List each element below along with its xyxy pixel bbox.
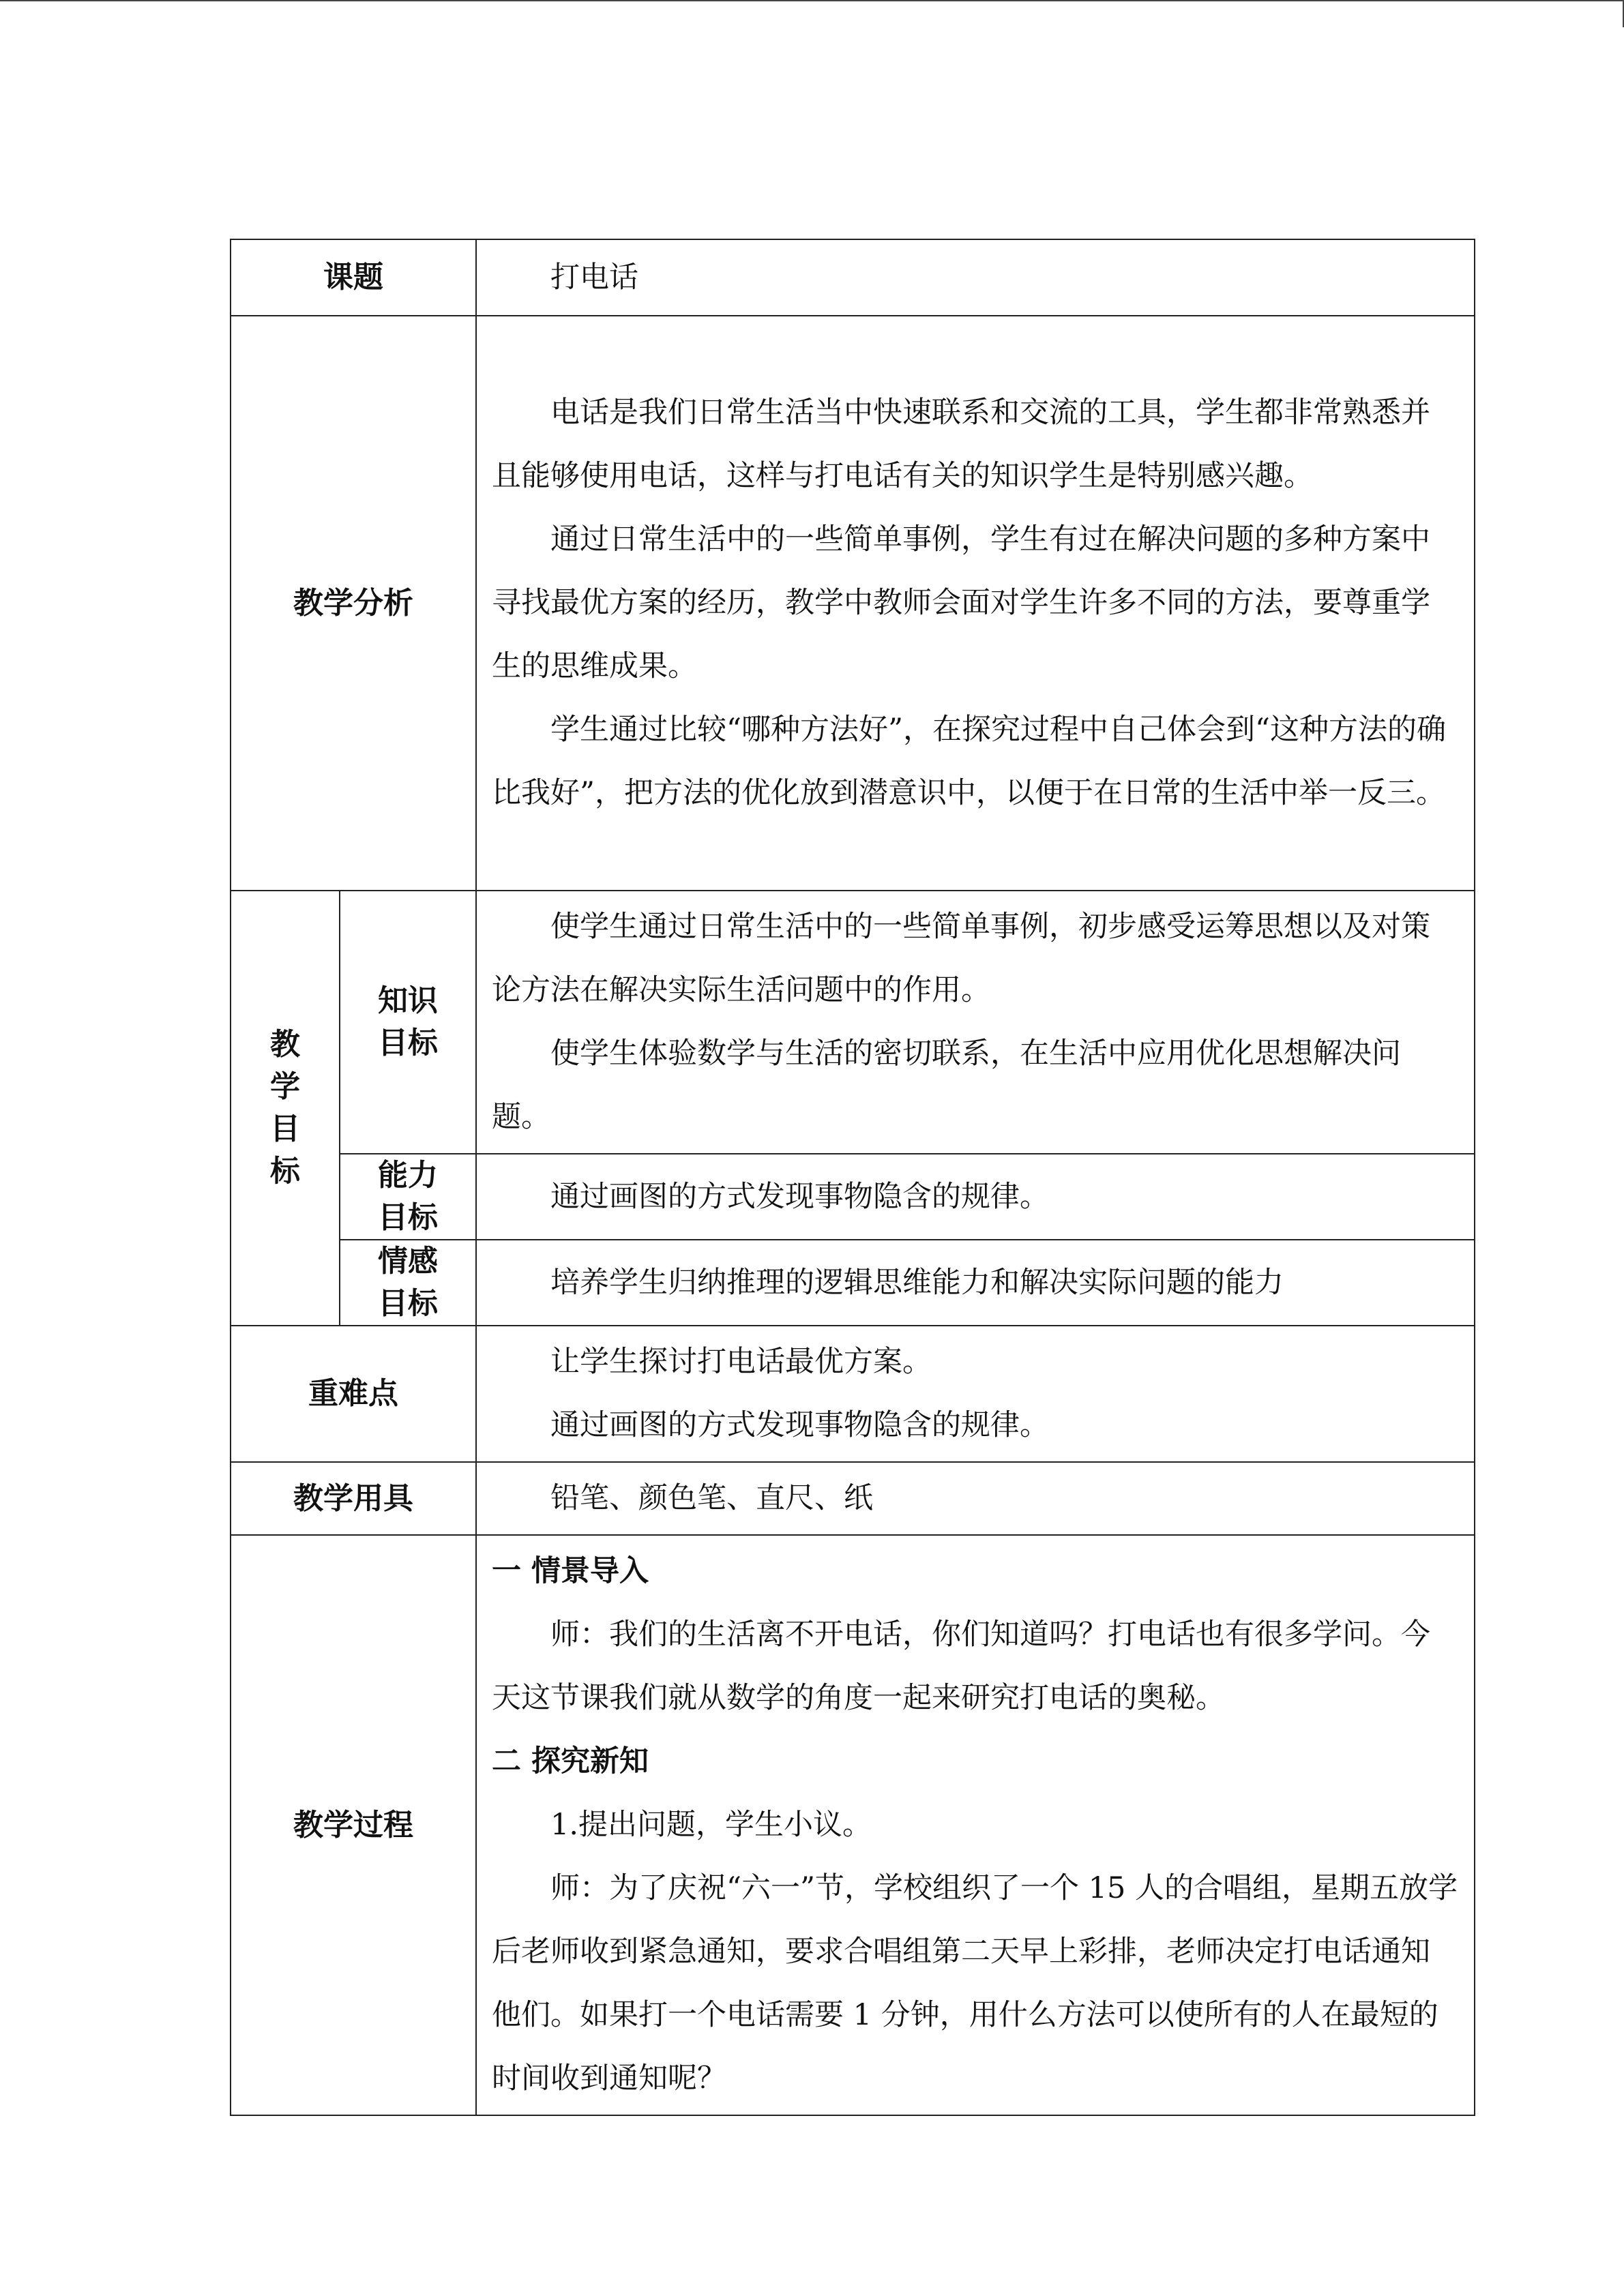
analysis-label: 教学分析 xyxy=(231,316,476,891)
process-paragraph: 师：我们的生活离不开电话，你们知道吗？打电话也有很多学问。今天这节课我们就从数学的角度一起来研究打电话的奥秘。 xyxy=(492,1617,1430,1715)
knowledge-goal-label-line: 知识 xyxy=(378,983,438,1018)
process-section-title: 二 探究新知 xyxy=(492,1744,649,1778)
lesson-plan-table xyxy=(230,239,1475,2116)
ability-goal-label-line: 能力 xyxy=(378,1158,438,1193)
emotion-goal-text: 培养学生归纳推理的逻辑思维能力和解决实际问题的能力 xyxy=(550,1265,1284,1300)
title-value-cell xyxy=(476,239,1475,316)
key-points-content xyxy=(476,1326,1475,1462)
title-label: 课题 xyxy=(231,239,476,316)
tools-content xyxy=(476,1462,1475,1535)
emotion-goal-row xyxy=(231,1240,1475,1326)
process-label: 教学过程 xyxy=(231,1535,476,2115)
knowledge-goal-row xyxy=(231,891,1475,1154)
knowledge-goal-paragraph: 使学生通过日常生活中的一些简单事例，初步感受运筹思想以及对策论方法在解决实际生活问题中的作用。 xyxy=(492,910,1430,1007)
process-content xyxy=(476,1535,1475,2115)
knowledge-goal-label-line: 目标 xyxy=(378,1026,438,1060)
emotion-goal-label xyxy=(340,1240,476,1326)
tools-label: 教学用具 xyxy=(231,1462,476,1535)
knowledge-goal-paragraph: 使学生体验数学与生活的密切联系，在生活中应用优化思想解决问题。 xyxy=(492,1037,1401,1134)
emotion-goal-label-line: 情感 xyxy=(378,1244,438,1279)
analysis-paragraph: 通过日常生活中的一些简单事例，学生有过在解决问题的多种方案中寻找最优方案的经历，教学中教师会面对学生许多不同的方法，要尊重学生的思维成果。 xyxy=(492,522,1430,683)
title-row xyxy=(231,239,1475,316)
ability-goal-text: 通过画图的方式发现事物隐含的规律。 xyxy=(550,1179,1049,1214)
key-points-label: 重难点 xyxy=(231,1326,476,1462)
tools-text: 铅笔、颜色笔、直尺、纸 xyxy=(550,1481,873,1515)
emotion-goal-label-line: 目标 xyxy=(378,1286,438,1321)
key-point-item: 让学生探讨打电话最优方案。 xyxy=(550,1345,932,1379)
goals-label-char: 标 xyxy=(270,1154,300,1189)
analysis-paragraph: 学生通过比较“哪种方法好”，在探究过程中自己体会到“这种方法的确比我好”，把方法的优化放到潜意识中，以便于在日常的生活中举一反三。 xyxy=(492,713,1446,810)
page-top-border xyxy=(0,0,1624,1)
goals-label-char: 学 xyxy=(270,1069,300,1104)
tools-row xyxy=(231,1462,1475,1535)
process-paragraph: 师：为了庆祝“六一”节，学校组织了一个 15 人的合唱组，星期五放学后老师收到紧急通知，要求合唱组第二天早上彩排，老师决定打电话通知他们。如果打一个电话需要 1 分钟，用什么方法可以使所有的人在最短的时间收到通知呢？ xyxy=(492,1871,1458,2096)
process-step: 1.提出问题，学生小议。 xyxy=(550,1808,872,1842)
emotion-goal-content xyxy=(476,1240,1475,1326)
ability-goal-label xyxy=(340,1154,476,1240)
goals-label-char: 教 xyxy=(270,1027,300,1062)
knowledge-goal-label xyxy=(340,891,476,1154)
process-row xyxy=(231,1535,1475,2115)
goals-label-char: 目 xyxy=(270,1112,300,1146)
knowledge-goal-content xyxy=(476,891,1475,1154)
ability-goal-content xyxy=(476,1154,1475,1240)
analysis-content xyxy=(476,316,1475,891)
key-points-row xyxy=(231,1326,1475,1462)
analysis-row xyxy=(231,316,1475,891)
title-value: 打电话 xyxy=(550,260,638,295)
ability-goal-label-line: 目标 xyxy=(378,1200,438,1235)
analysis-paragraph: 电话是我们日常生活当中快速联系和交流的工具，学生都非常熟悉并且能够使用电话，这样与打电话有关的知识学生是特别感兴趣。 xyxy=(492,396,1430,493)
ability-goal-row xyxy=(231,1154,1475,1240)
process-section-title: 一 情景导入 xyxy=(492,1554,649,1588)
goals-label xyxy=(231,891,340,1326)
key-point-item: 通过画图的方式发现事物隐含的规律。 xyxy=(550,1408,1049,1442)
